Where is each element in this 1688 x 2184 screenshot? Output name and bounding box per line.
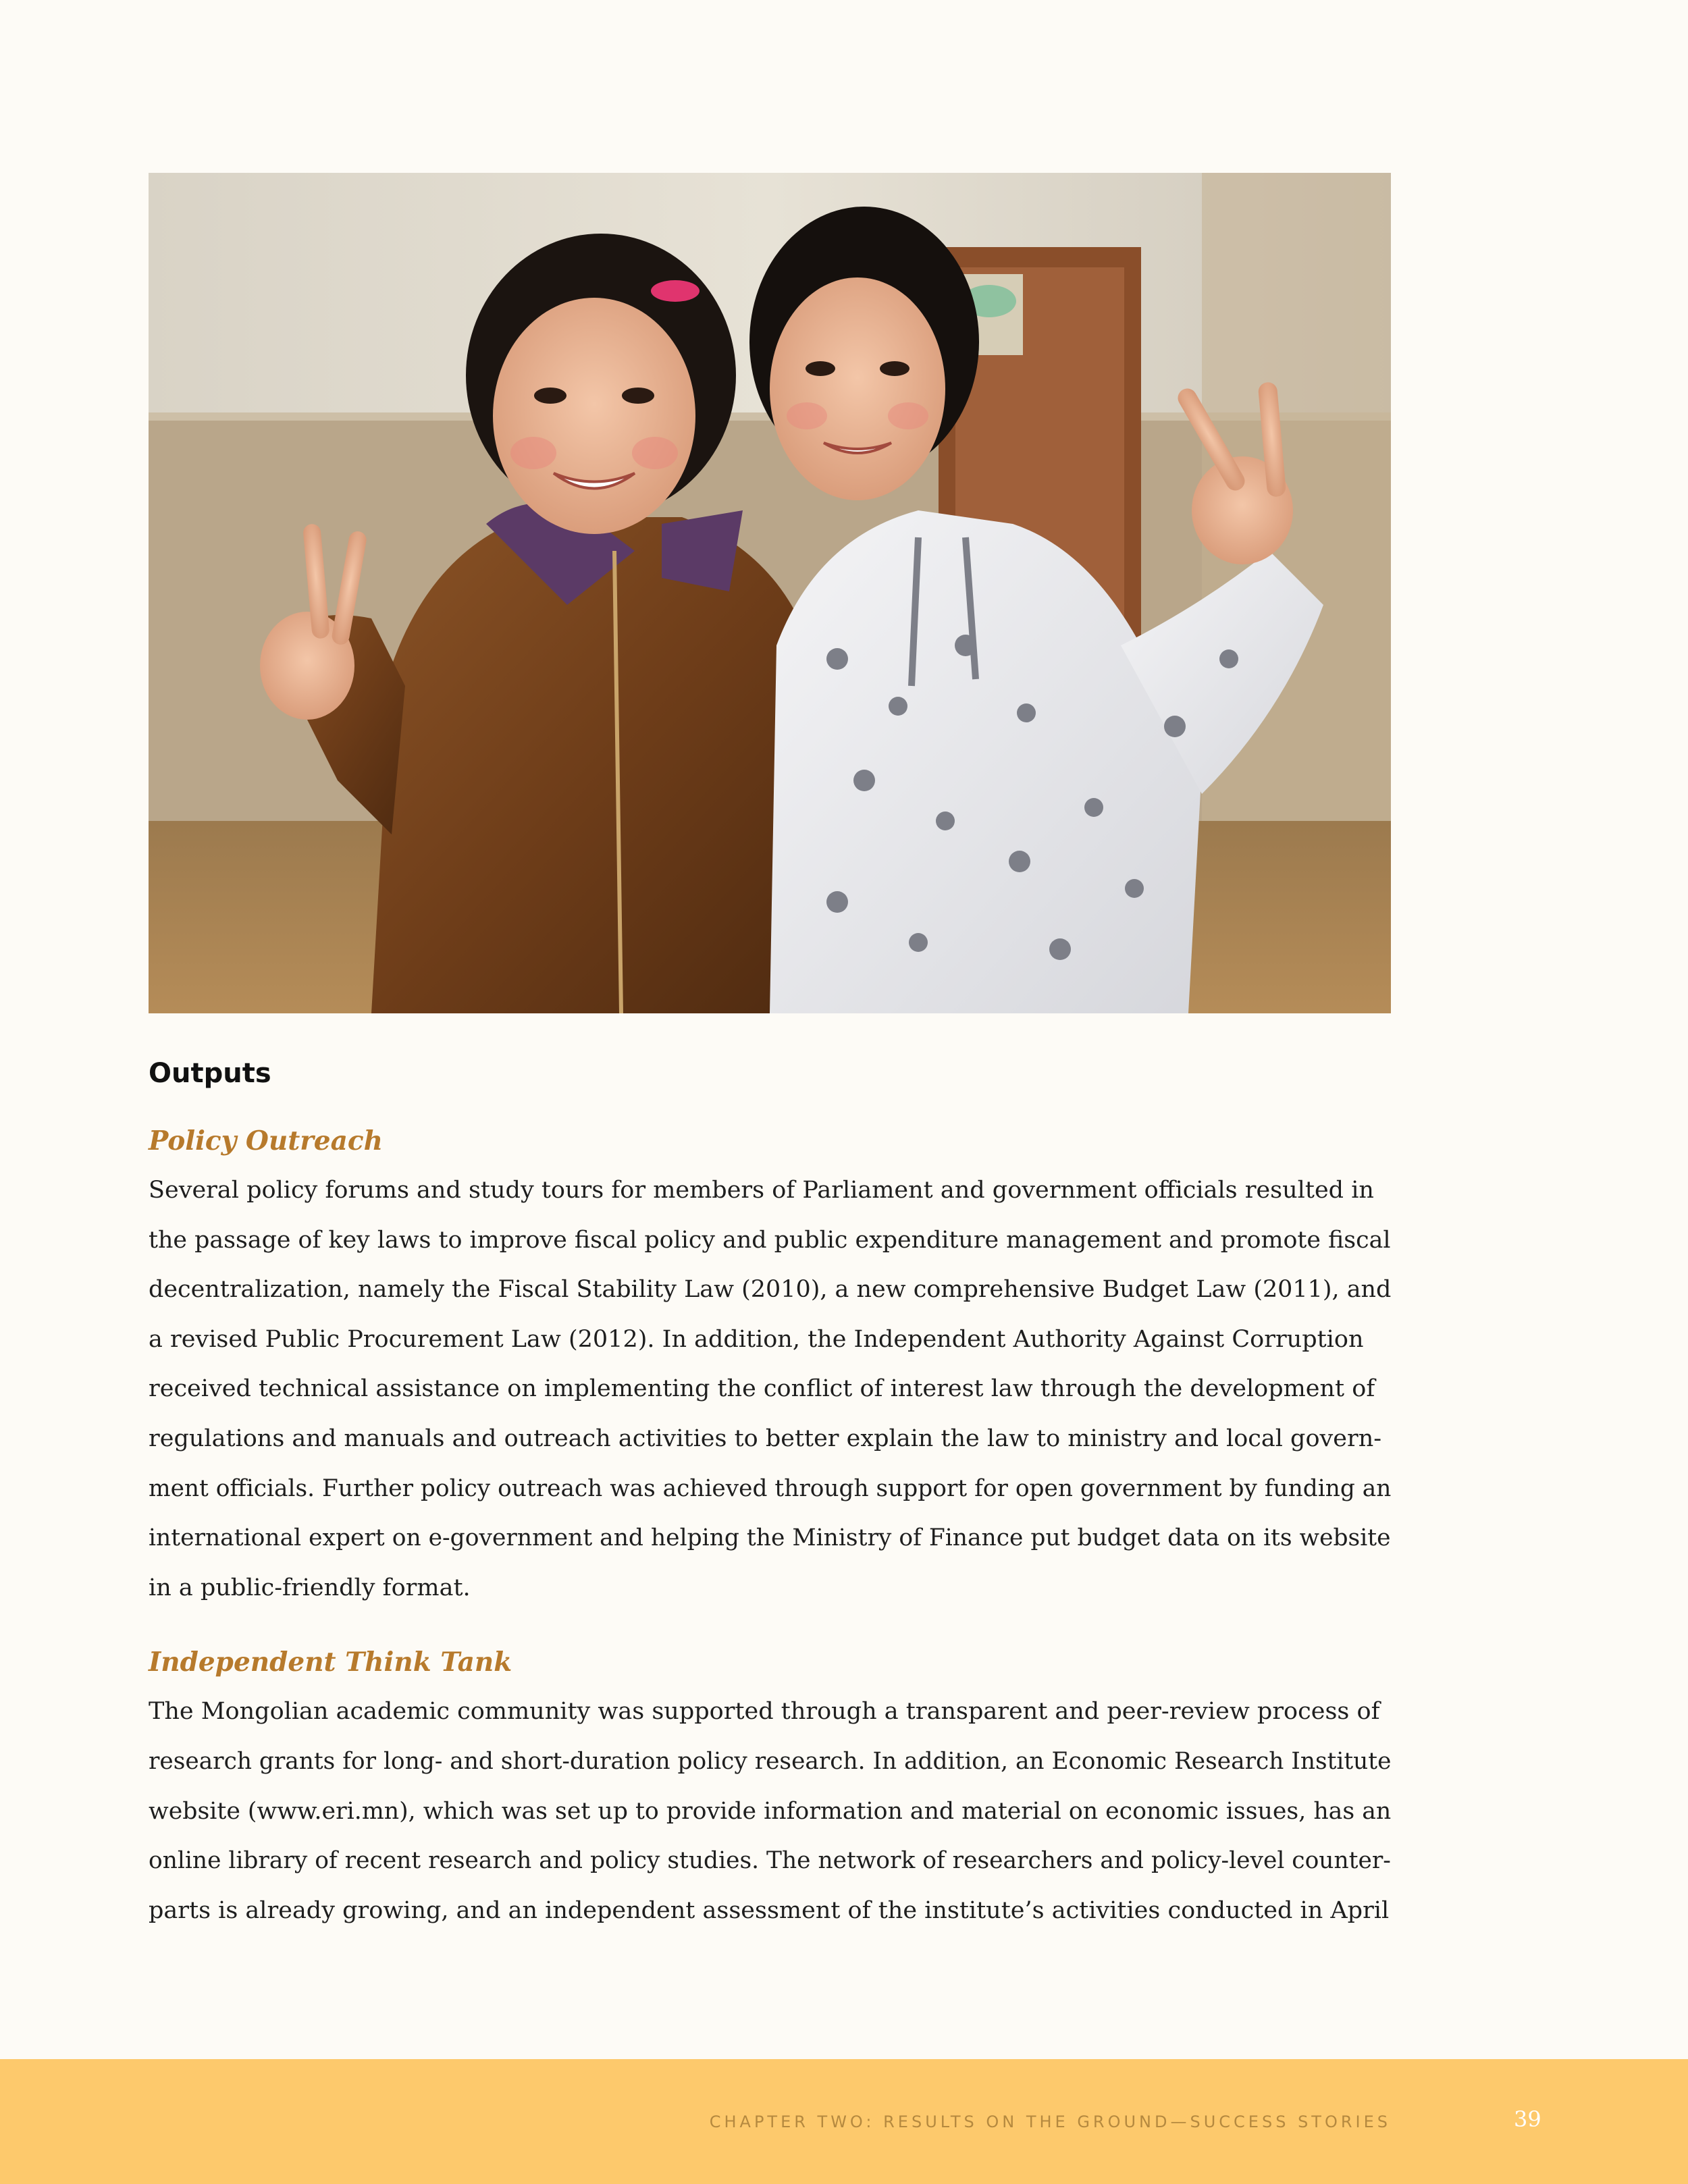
- policy-outreach-line: ment officials. Further policy outreach was achieved through support for open government by funding an: [149, 1474, 1392, 1502]
- content: [149, 1050, 1391, 1936]
- think-tank-paragraph: [149, 1687, 1391, 1936]
- policy-outreach-line: the passage of key laws to improve fiscal policy and public expenditure management and promote fiscal: [149, 1226, 1391, 1254]
- photo: [149, 173, 1391, 1013]
- think-tank-line: website (www.eri.mn), which was set up to provide information and material on economic issues, has an: [149, 1797, 1392, 1825]
- policy-outreach-paragraph: [149, 1166, 1391, 1613]
- paragraph-gap: [149, 1613, 1391, 1637]
- think-tank-line: research grants for long- and short-duration policy research. In addition, an Economic Research Institute: [149, 1747, 1392, 1775]
- policy-outreach-line: decentralization, namely the Fiscal Stability Law (2010), a new comprehensive Budget Law (2011), and: [149, 1276, 1392, 1304]
- policy-outreach-line: in a public-friendly format.: [149, 1574, 471, 1601]
- policy-outreach-line: regulations and manuals and outreach activities to better explain the law to ministry and local govern-: [149, 1424, 1382, 1452]
- think-tank-heading: Independent Think Tank: [149, 1647, 512, 1678]
- think-tank-line: online library of recent research and policy studies. The network of researchers and policy-level counter-: [149, 1847, 1391, 1875]
- page-number: 39: [1514, 2106, 1541, 2132]
- policy-outreach-heading: Policy Outreach: [149, 1125, 383, 1156]
- think-tank-line: The Mongolian academic community was supported through a transparent and peer-review process of: [149, 1698, 1380, 1726]
- photo-two-girls-peace-sign-icon: [149, 173, 1391, 1013]
- footer-band: [0, 2059, 1688, 2184]
- policy-outreach-line: received technical assistance on implementing the conflict of interest law through the development of: [149, 1375, 1375, 1403]
- policy-outreach-line: a revised Public Procurement Law (2012). In addition, the Independent Authority Against Corruption: [149, 1325, 1364, 1353]
- policy-outreach-line: Several policy forums and study tours for members of Parliament and government officials resulted in: [149, 1177, 1374, 1204]
- section-heading: Outputs: [149, 1058, 271, 1089]
- running-title: CHAPTER TWO: RESULTS ON THE GROUND—SUCCESS STORIES: [709, 2112, 1391, 2131]
- think-tank-line: parts is already growing, and an independent assessment of the institute’s activities conducted in April: [149, 1896, 1390, 1924]
- policy-outreach-line: international expert on e-government and helping the Ministry of Finance put budget data on its website: [149, 1524, 1391, 1552]
